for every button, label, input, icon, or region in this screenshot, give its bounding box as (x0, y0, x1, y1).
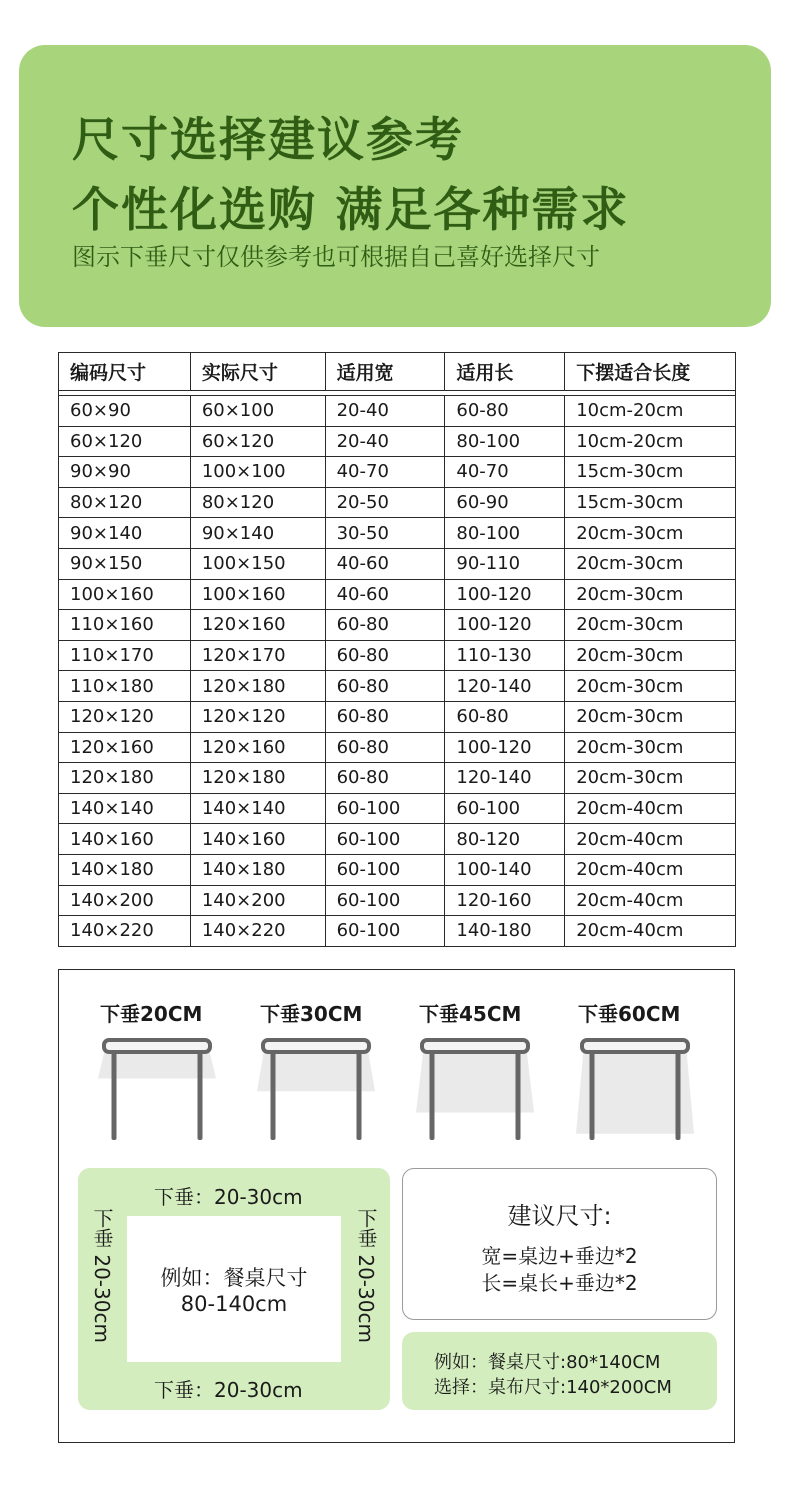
table-leg-shape (112, 1052, 117, 1140)
cell-hem-length: 20cm-40cm (565, 854, 736, 885)
cell-hem-length: 15cm-30cm (565, 457, 736, 488)
cell-hem-length: 20cm-30cm (565, 701, 736, 732)
table-leg-shape (357, 1052, 362, 1140)
tabletop-shape (582, 1040, 688, 1052)
cell-fit-width: 60-80 (325, 763, 445, 794)
cell-hem-length: 20cm-30cm (565, 763, 736, 794)
cell-fit-length: 140-180 (445, 916, 565, 947)
cell-actual-size: 140×160 (190, 824, 325, 855)
drop-label-bottom: 下垂：20-30cm (154, 1378, 303, 1402)
cell-fit-length: 100-120 (445, 732, 565, 763)
drop-label-left: 下垂 20-30cm (90, 1208, 114, 1343)
cell-hem-length: 20cm-40cm (565, 916, 736, 947)
table-drop-icon (410, 1035, 540, 1145)
cell-actual-size: 100×160 (190, 579, 325, 610)
table-leg-shape (676, 1052, 681, 1140)
cell-code-size: 100×160 (59, 579, 191, 610)
cell-actual-size: 120×160 (190, 732, 325, 763)
cell-actual-size: 60×100 (190, 396, 325, 427)
cell-fit-width: 60-100 (325, 793, 445, 824)
cell-fit-width: 20-40 (325, 396, 445, 427)
table-leg-shape (590, 1052, 595, 1140)
table-row (59, 671, 736, 702)
cell-actual-size: 140×180 (190, 854, 325, 885)
table-row (59, 426, 736, 457)
cell-actual-size: 100×100 (190, 457, 325, 488)
table-row (59, 396, 736, 427)
drop-example-label: 下垂45CM (419, 1002, 522, 1026)
size-table (58, 352, 736, 947)
header-actual-size: 实际尺寸 (190, 353, 325, 391)
table-row (59, 854, 736, 885)
cell-fit-width: 40-60 (325, 548, 445, 579)
cell-hem-length: 20cm-30cm (565, 640, 736, 671)
cell-hem-length: 10cm-20cm (565, 396, 736, 427)
cell-code-size: 60×90 (59, 396, 191, 427)
cell-fit-length: 100-120 (445, 579, 565, 610)
cell-fit-width: 60-100 (325, 916, 445, 947)
table-row (59, 518, 736, 549)
table-header-row (59, 353, 736, 391)
header-code-size: 编码尺寸 (59, 353, 191, 391)
cell-code-size: 60×120 (59, 426, 191, 457)
table-leg-shape (516, 1052, 521, 1140)
table-row (59, 885, 736, 916)
table-row (59, 457, 736, 488)
cell-fit-width: 40-60 (325, 579, 445, 610)
cell-actual-size: 140×140 (190, 793, 325, 824)
drop-example-label: 下垂60CM (578, 1002, 681, 1026)
example-note-line1: 例如：餐桌尺寸:80*140CM (434, 1352, 661, 1373)
table-row (59, 916, 736, 947)
cell-code-size: 110×160 (59, 610, 191, 641)
table-row (59, 793, 736, 824)
cell-code-size: 120×160 (59, 732, 191, 763)
cell-fit-width: 40-70 (325, 457, 445, 488)
cell-code-size: 140×220 (59, 916, 191, 947)
banner-title-line1: 尺寸选择建议参考 (72, 113, 464, 168)
drop-label-right: 下垂 20-30cm (354, 1208, 378, 1343)
banner-subtitle: 图示下垂尺寸仅供参考也可根据自己喜好选择尺寸 (72, 243, 600, 271)
cell-fit-length: 80-100 (445, 518, 565, 549)
table-row (59, 701, 736, 732)
header-fit-length: 适用长 (445, 353, 565, 391)
cell-fit-length: 80-120 (445, 824, 565, 855)
table-row (59, 487, 736, 518)
drop-example-label: 下垂30CM (260, 1002, 363, 1026)
drop-label-top: 下垂：20-30cm (154, 1185, 303, 1209)
cell-hem-length: 20cm-30cm (565, 579, 736, 610)
cell-code-size: 140×160 (59, 824, 191, 855)
cell-actual-size: 60×120 (190, 426, 325, 457)
table-drop-icon (251, 1035, 381, 1145)
table-row (59, 579, 736, 610)
cell-fit-width: 60-80 (325, 671, 445, 702)
cell-fit-width: 60-80 (325, 640, 445, 671)
cell-code-size: 90×90 (59, 457, 191, 488)
table-row (59, 763, 736, 794)
cell-fit-length: 60-100 (445, 793, 565, 824)
tabletop-shape (422, 1040, 528, 1052)
tabletop-shape (263, 1040, 369, 1052)
suggestion-title: 建议尺寸: (507, 1202, 612, 1230)
table-row (59, 824, 736, 855)
table-drop-icon (570, 1035, 700, 1145)
cell-code-size: 140×140 (59, 793, 191, 824)
table-leg-shape (198, 1052, 203, 1140)
table-row (59, 610, 736, 641)
table-row (59, 732, 736, 763)
banner-title-line2: 个性化选购 满足各种需求 (72, 183, 630, 238)
cell-fit-length: 120-140 (445, 671, 565, 702)
example-note-line2: 选择：桌布尺寸:140*200CM (434, 1377, 672, 1398)
cell-hem-length: 15cm-30cm (565, 487, 736, 518)
diagram-example-line1: 例如：餐桌尺寸 (160, 1266, 308, 1290)
table-leg-shape (430, 1052, 435, 1140)
cell-code-size: 90×140 (59, 518, 191, 549)
cell-actual-size: 120×160 (190, 610, 325, 641)
table-row (59, 548, 736, 579)
cell-actual-size: 140×200 (190, 885, 325, 916)
suggestion-length-formula: 长=桌长+垂边*2 (481, 1271, 638, 1295)
table-leg-shape (271, 1052, 276, 1140)
cell-fit-width: 20-40 (325, 426, 445, 457)
cell-hem-length: 20cm-40cm (565, 793, 736, 824)
cell-fit-length: 60-80 (445, 396, 565, 427)
cell-actual-size: 80×120 (190, 487, 325, 518)
cell-actual-size: 100×150 (190, 548, 325, 579)
cell-actual-size: 120×180 (190, 671, 325, 702)
cell-actual-size: 120×170 (190, 640, 325, 671)
cell-hem-length: 10cm-20cm (565, 426, 736, 457)
cell-actual-size: 120×120 (190, 701, 325, 732)
suggestion-width-formula: 宽=桌边+垂边*2 (481, 1244, 638, 1268)
cell-hem-length: 20cm-30cm (565, 548, 736, 579)
cell-code-size: 110×170 (59, 640, 191, 671)
cell-actual-size: 120×180 (190, 763, 325, 794)
cell-actual-size: 140×220 (190, 916, 325, 947)
drop-example-label: 下垂20CM (100, 1002, 203, 1026)
cell-code-size: 80×120 (59, 487, 191, 518)
cell-fit-length: 100-120 (445, 610, 565, 641)
cell-fit-width: 20-50 (325, 487, 445, 518)
cell-actual-size: 90×140 (190, 518, 325, 549)
header-banner (19, 45, 771, 327)
cell-code-size: 110×180 (59, 671, 191, 702)
cell-fit-width: 60-80 (325, 701, 445, 732)
cell-fit-length: 60-90 (445, 487, 565, 518)
cell-fit-width: 60-100 (325, 824, 445, 855)
cell-fit-length: 110-130 (445, 640, 565, 671)
cell-code-size: 140×180 (59, 854, 191, 885)
cell-hem-length: 20cm-30cm (565, 610, 736, 641)
cell-code-size: 140×200 (59, 885, 191, 916)
cell-fit-length: 120-140 (445, 763, 565, 794)
cell-fit-width: 60-100 (325, 885, 445, 916)
cell-fit-length: 80-100 (445, 426, 565, 457)
cell-fit-width: 60-80 (325, 732, 445, 763)
cell-hem-length: 20cm-30cm (565, 518, 736, 549)
cell-code-size: 120×120 (59, 701, 191, 732)
cell-fit-width: 60-100 (325, 854, 445, 885)
cell-fit-length: 100-140 (445, 854, 565, 885)
cell-hem-length: 20cm-30cm (565, 671, 736, 702)
cell-hem-length: 20cm-40cm (565, 824, 736, 855)
table-drop-icon (92, 1035, 222, 1145)
header-fit-width: 适用宽 (325, 353, 445, 391)
cell-fit-length: 120-160 (445, 885, 565, 916)
header-hem-length: 下摆适合长度 (565, 353, 736, 391)
cell-fit-length: 60-80 (445, 701, 565, 732)
cell-hem-length: 20cm-30cm (565, 732, 736, 763)
cell-fit-width: 60-80 (325, 610, 445, 641)
cell-code-size: 120×180 (59, 763, 191, 794)
diagram-example-line2: 80-140cm (180, 1292, 288, 1316)
table-row (59, 640, 736, 671)
cell-fit-width: 30-50 (325, 518, 445, 549)
cell-fit-length: 40-70 (445, 457, 565, 488)
cell-code-size: 90×150 (59, 548, 191, 579)
cell-fit-length: 90-110 (445, 548, 565, 579)
tabletop-shape (104, 1040, 210, 1052)
cell-hem-length: 20cm-40cm (565, 885, 736, 916)
